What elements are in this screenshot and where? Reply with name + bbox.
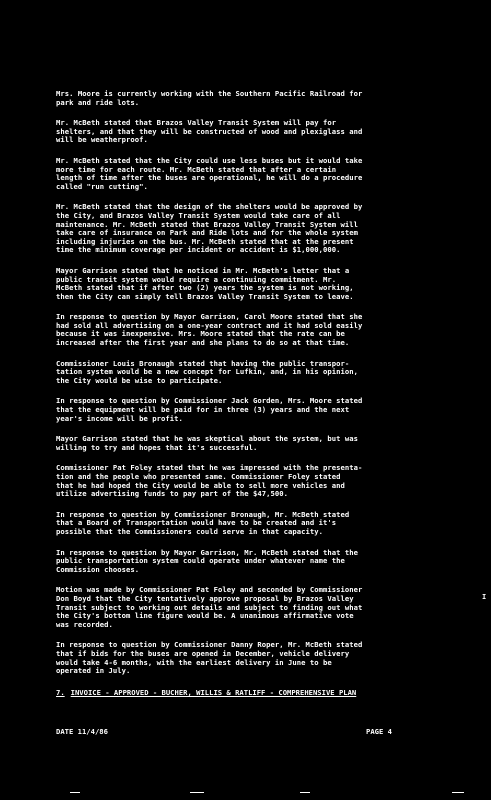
scan-speck	[70, 792, 80, 793]
page-footer	[56, 727, 458, 736]
paragraph-5: Mayor Garrison stated that he noticed in Mr. McBeth's letter that a public transit system would require a continuing commitment. Mr. McBeth stated that if after two (2) years the system is not working, then the City can simply tell Brazos Valley Transit System to leave.	[56, 265, 354, 301]
document-page	[56, 90, 458, 697]
paragraph-3: Mr. McBeth stated that the City could use less buses but it would take more time for each route. Mr. McBeth stated that after a certain length of time after the buses are operational, he will do a procedure called "run cutting".	[56, 155, 363, 191]
paragraph-7: Commissioner Louis Bronaugh stated that having the public transpor- tation system would be a new concept for Lufkin, and, in his opinion, the City would be wise to participate.	[56, 358, 359, 385]
scan-speck	[300, 792, 310, 793]
edge-mark: I	[482, 593, 487, 601]
scan-edge-artifacts	[0, 788, 491, 800]
paragraph-9: Mayor Garrison stated that he was skeptical about the system, but was willing to try and hopes that it's successful.	[56, 434, 359, 452]
scan-speck	[452, 792, 464, 793]
paragraph-13: Motion was made by Commissioner Pat Foley and seconded by Commissioner Don Boyd that the City tentatively approve proposal by Brazos Valley Transit subject to working out details and subject to finding out what the City's bottom line figure would be. A unanimous affirmative vote was recorded.	[56, 585, 363, 629]
paragraph-14: In response to question by Commissioner Danny Roper, Mr. McBeth stated that if bids for the buses are opened in December, vehicle delivery would take 4-6 months, with the earliest delivery in June to be operated in July.	[56, 640, 363, 676]
agenda-item-heading	[56, 688, 458, 697]
paragraph-1: Mrs. Moore is currently working with the Southern Pacific Railroad for park and ride lots.	[56, 89, 363, 107]
agenda-item-title: INVOICE - APPROVED - BUCHER, WILLIS & RATLIFF - COMPREHENSIVE PLAN	[70, 687, 357, 697]
footer-date: DATE 11/4/86	[56, 727, 108, 736]
paragraph-8: In response to question by Commissioner Jack Gorden, Mrs. Moore stated that the equipment will be paid for in three (3) years and the next year's income will be profit.	[56, 396, 363, 423]
paragraph-4: Mr. McBeth stated that the design of the shelters would be approved by the City, and Brazos Valley Transit System would take care of all maintenance. Mr. McBeth stated that Brazos Valley Transit System will take care of insurance on Park and Ride lots and for the whole system including injuries on the bus. Mr. McBeth stated that at the present time the minimum coverage per incident or accident is $1,000,000.	[56, 202, 363, 255]
paragraph-12: In response to question by Mayor Garrison, Mr. McBeth stated that the public transportation system could operate under whatever name the Commission chooses.	[56, 547, 359, 574]
footer-page-number: PAGE 4	[366, 727, 392, 736]
paragraph-2: Mr. McBeth stated that Brazos Valley Transit System will pay for shelters, and that they will be constructed of wood and plexiglass and will be weatherproof.	[56, 118, 363, 145]
paragraph-6: In response to question by Mayor Garrison, Carol Moore stated that she had sold all advertising on a one-year contract and it had sold easily because it was inexpensive. Mrs. Moore stated that the rate can be increased after the first year and she plans to do so at that time.	[56, 312, 363, 348]
paragraph-10: Commissioner Pat Foley stated that he was impressed with the presenta- tion and the people who presented same. Commissioner Foley stated that he had hoped the City would be able to sell more vehicles and utilize advertising funds to pay part of the $47,500.	[56, 463, 363, 499]
agenda-item-number: 7.	[56, 687, 65, 697]
scan-speck	[190, 792, 204, 793]
paragraph-11: In response to question by Commissioner Bronaugh, Mr. McBeth stated that a Board of Transportation would have to be created and it's possible that the Commissioners could serve in that capacity.	[56, 509, 350, 536]
